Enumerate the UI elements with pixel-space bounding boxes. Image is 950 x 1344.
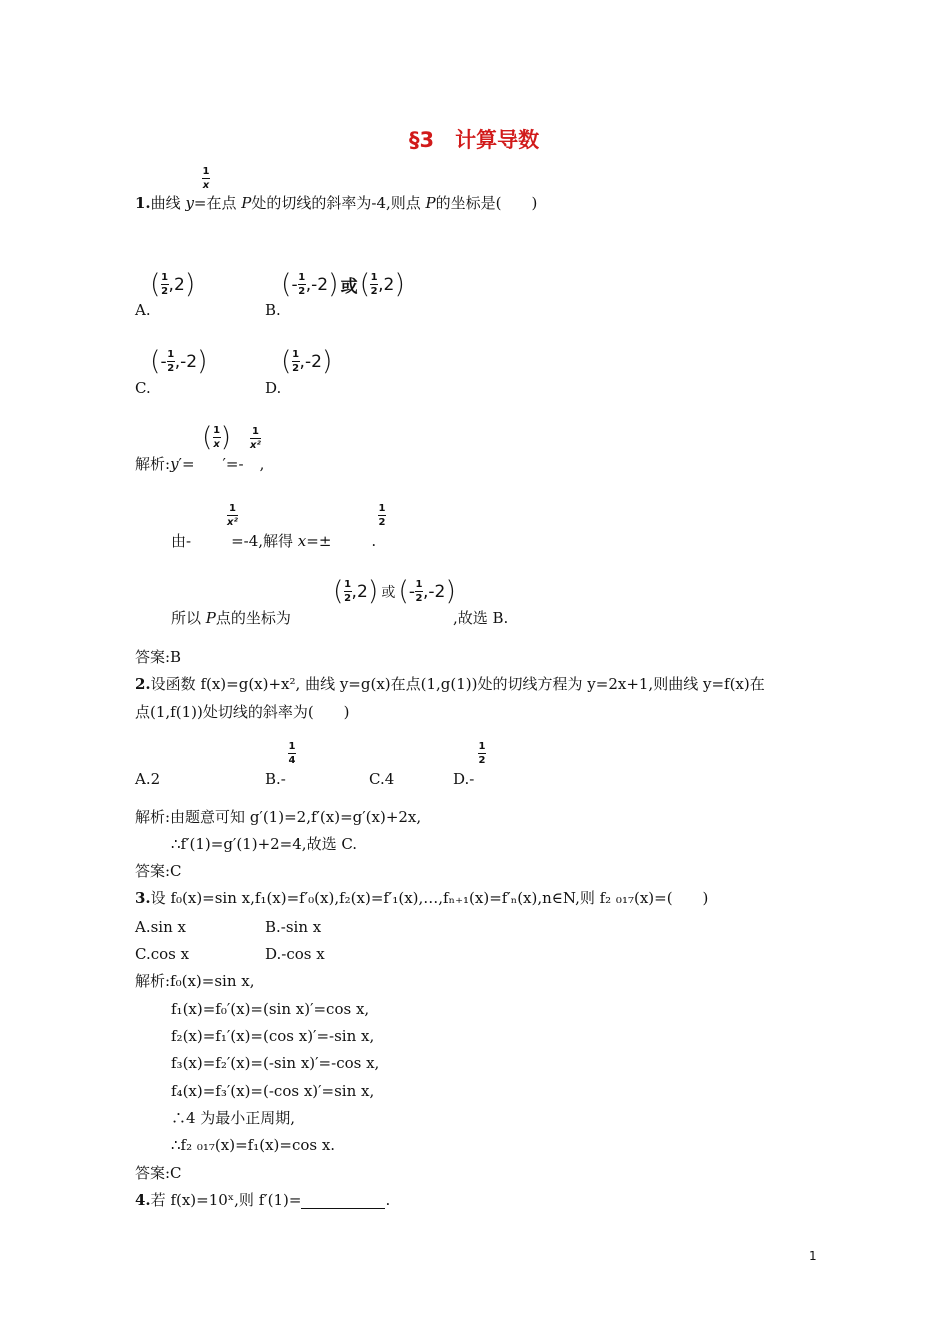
frac-numerator: 1 <box>202 166 210 177</box>
frac-denominator: x <box>202 180 210 191</box>
q1-line2-frac-half <box>378 503 386 528</box>
frac-numerator: 1 <box>298 272 306 283</box>
line2-end: . <box>371 532 377 550</box>
frac-denominator: 2 <box>378 517 386 528</box>
q1-analysis-line-2 <box>171 532 376 550</box>
coord-rest: ,2 <box>168 274 185 295</box>
question-2-stem-line-1 <box>135 675 765 693</box>
frac-denominator: 2 <box>298 286 306 297</box>
frac-denominator: x <box>213 439 220 450</box>
answer-blank[interactable] <box>301 1194 385 1209</box>
analysis-prime-minus: ′=- <box>222 455 244 473</box>
q2-option-d: D.- <box>453 770 475 788</box>
q4-end: . <box>385 1191 391 1209</box>
line2-x: x <box>297 532 307 550</box>
frac-denominator: 2 <box>167 363 175 374</box>
q3-option-d: D.-cos x <box>265 945 325 963</box>
question-number: 3. <box>135 889 151 907</box>
q3-analysis-line-1: f₁(x)=f₀′(x)=(sin x)′=cos x, <box>171 1000 370 1018</box>
analysis-prime-eq: ′= <box>178 455 195 473</box>
frac-numerator: 1 <box>370 272 378 283</box>
q2-option-b: B.- <box>265 770 286 788</box>
q1-option-c-value: ( - $\frac{1}{2}$ ,-2 ) <box>150 346 208 377</box>
q1-option-a-label: A. <box>135 301 151 319</box>
q2-line1-text: 设函数 f(x)=g(x)+x², 曲线 y=g(x)在点(1,g(1))处的切线方程为 y=2x+1,则曲线 y=f(x)在 <box>150 675 765 693</box>
coord-rest: ,2 <box>351 581 368 602</box>
line3-text-b: 点的坐标为 <box>215 609 291 627</box>
q1-text-d: 的坐标是( ) <box>435 194 538 212</box>
line3-p: P <box>205 609 216 627</box>
question-number: 2. <box>135 675 151 693</box>
q1-line2-frac-x2 <box>227 503 238 528</box>
q3-analysis-line-2: f₂(x)=f₁′(x)=(cos x)′=-sin x, <box>171 1027 375 1045</box>
q1-line3-end: ,故选 B. <box>453 609 509 627</box>
q3-option-a: A.sin x <box>135 918 186 936</box>
minus-sign: - <box>291 274 298 295</box>
question-3-stem <box>135 889 708 907</box>
q3-line1-text: 设 f₀(x)=sin x,f₁(x)=f′₀(x),f₂(x)=f′₁(x),…,fₙ₊₁(x)=f′ₙ(x),n∈N,则 f₂ ₀₁₇(x)=( ) <box>150 889 709 907</box>
frac-numerator: 1 <box>251 426 259 437</box>
question-number: 4. <box>135 1191 151 1209</box>
page-number: 1 <box>809 1249 817 1263</box>
q1-fraction-1-over-x <box>202 166 210 191</box>
q2-option-b-frac <box>288 741 296 766</box>
q3-option-b: B.-sin x <box>265 918 322 936</box>
line2-text-c: =± <box>306 532 332 550</box>
q1-analysis-line-3 <box>171 609 291 627</box>
page-title: §3 计算导数 <box>409 128 540 152</box>
question-1-stem <box>135 194 537 212</box>
frac-numerator: 1 <box>478 741 486 752</box>
q1-analysis-paren-frac: ( $\frac{1}{x}$ ) <box>202 422 232 453</box>
q1-option-b-value: ( - $\frac{1}{2}$ ,-2 ) 或 ( $\frac{1}{2}$ ,2 ) <box>281 269 405 300</box>
coord-rest: ,-2 <box>299 351 322 372</box>
analysis-label: 解析: <box>135 455 171 473</box>
frac-numerator: 1 <box>344 579 352 590</box>
q1-option-a-value: ( $\frac{1}{2}$ ,2 ) <box>150 269 196 300</box>
question-2-stem-line-2: 点(1,f(1))处切线的斜率为( ) <box>135 703 350 721</box>
question-number: 1. <box>135 194 151 212</box>
line2-text-b: =-4,解得 <box>231 532 298 550</box>
q3-analysis-line-0: 解析:f₀(x)=sin x, <box>135 972 255 990</box>
frac-numerator: 1 <box>213 425 221 436</box>
q1-text-a: 曲线 <box>150 194 186 212</box>
line2-text-a: 由- <box>171 532 192 550</box>
analysis-y: y <box>170 455 179 473</box>
frac-numerator: 1 <box>167 349 175 360</box>
coord-rest: ,-2 <box>423 581 446 602</box>
q2-option-c: C.4 <box>369 770 395 788</box>
frac-denominator: x² <box>250 440 261 451</box>
q1-y-eq: y= <box>185 194 207 212</box>
frac-numerator: 1 <box>378 503 386 514</box>
coord-rest: ,2 <box>378 274 395 295</box>
q3-answer: 答案:C <box>135 1164 182 1182</box>
frac-numerator: 1 <box>228 503 236 514</box>
line3-text-a: 所以 <box>171 609 206 627</box>
q1-point-p2: P <box>425 194 436 212</box>
minus-sign: - <box>160 351 167 372</box>
frac-denominator: 2 <box>344 593 352 604</box>
frac-denominator: 2 <box>292 363 300 374</box>
frac-numerator: 1 <box>288 741 296 752</box>
q3-option-c: C.cos x <box>135 945 190 963</box>
q1-option-d-value: ( $\frac{1}{2}$ ,-2 ) <box>281 346 333 377</box>
q2-analysis-line-2: ∴f′(1)=g′(1)+2=4,故选 C. <box>171 835 358 853</box>
q1-text-c: 处的切线的斜率为-4,则点 <box>251 194 426 212</box>
q1-analysis-frac-x2 <box>250 426 261 451</box>
frac-denominator: 4 <box>288 755 296 766</box>
minus-sign: - <box>408 581 416 602</box>
q3-analysis-line-5: ∴4 为最小正周期, <box>171 1109 296 1127</box>
q2-option-a: A.2 <box>135 770 161 788</box>
or-word: 或 <box>340 277 358 297</box>
q1-point-p: P <box>241 194 252 212</box>
coord-rest: ,-2 <box>305 274 329 295</box>
frac-denominator: x² <box>227 517 238 528</box>
q3-analysis-line-6: ∴f₂ ₀₁₇(x)=f₁(x)=cos x. <box>171 1136 336 1154</box>
frac-numerator: 1 <box>292 349 300 360</box>
coord-rest: ,-2 <box>174 351 198 372</box>
q1-answer: 答案:B <box>135 648 182 666</box>
frac-denominator: 2 <box>415 593 423 604</box>
or-word: 或 <box>381 584 396 601</box>
frac-denominator: 2 <box>370 286 378 297</box>
frac-denominator: 2 <box>161 286 169 297</box>
frac-numerator: 1 <box>415 579 423 590</box>
q1-option-b-label: B. <box>265 301 281 319</box>
question-4-stem <box>135 1191 390 1209</box>
q4-text: 若 f(x)=10ˣ,则 f′(1)= <box>150 1191 302 1209</box>
frac-numerator: 1 <box>161 272 169 283</box>
q3-analysis-line-3: f₃(x)=f₂′(x)=(-sin x)′=-cos x, <box>171 1054 380 1072</box>
q1-option-d-label: D. <box>265 379 282 397</box>
q2-analysis-line-1: 解析:由题意可知 g′(1)=2,f′(x)=g′(x)+2x, <box>135 808 422 826</box>
analysis-end: , <box>259 455 265 473</box>
q1-option-c-label: C. <box>135 379 151 397</box>
q2-option-d-frac <box>478 741 486 766</box>
q1-analysis-line-1 <box>135 455 264 473</box>
frac-denominator: 2 <box>478 755 486 766</box>
q1-text-b: 在点 <box>206 194 242 212</box>
q3-analysis-line-4: f₄(x)=f₃′(x)=(-cos x)′=sin x, <box>171 1082 375 1100</box>
q1-line3-coordinates: ( $\frac{1}{2}$ ,2 ) 或 ( - $\frac{1}{2}$ ,-2 ) <box>333 576 456 607</box>
q2-answer: 答案:C <box>135 862 182 880</box>
